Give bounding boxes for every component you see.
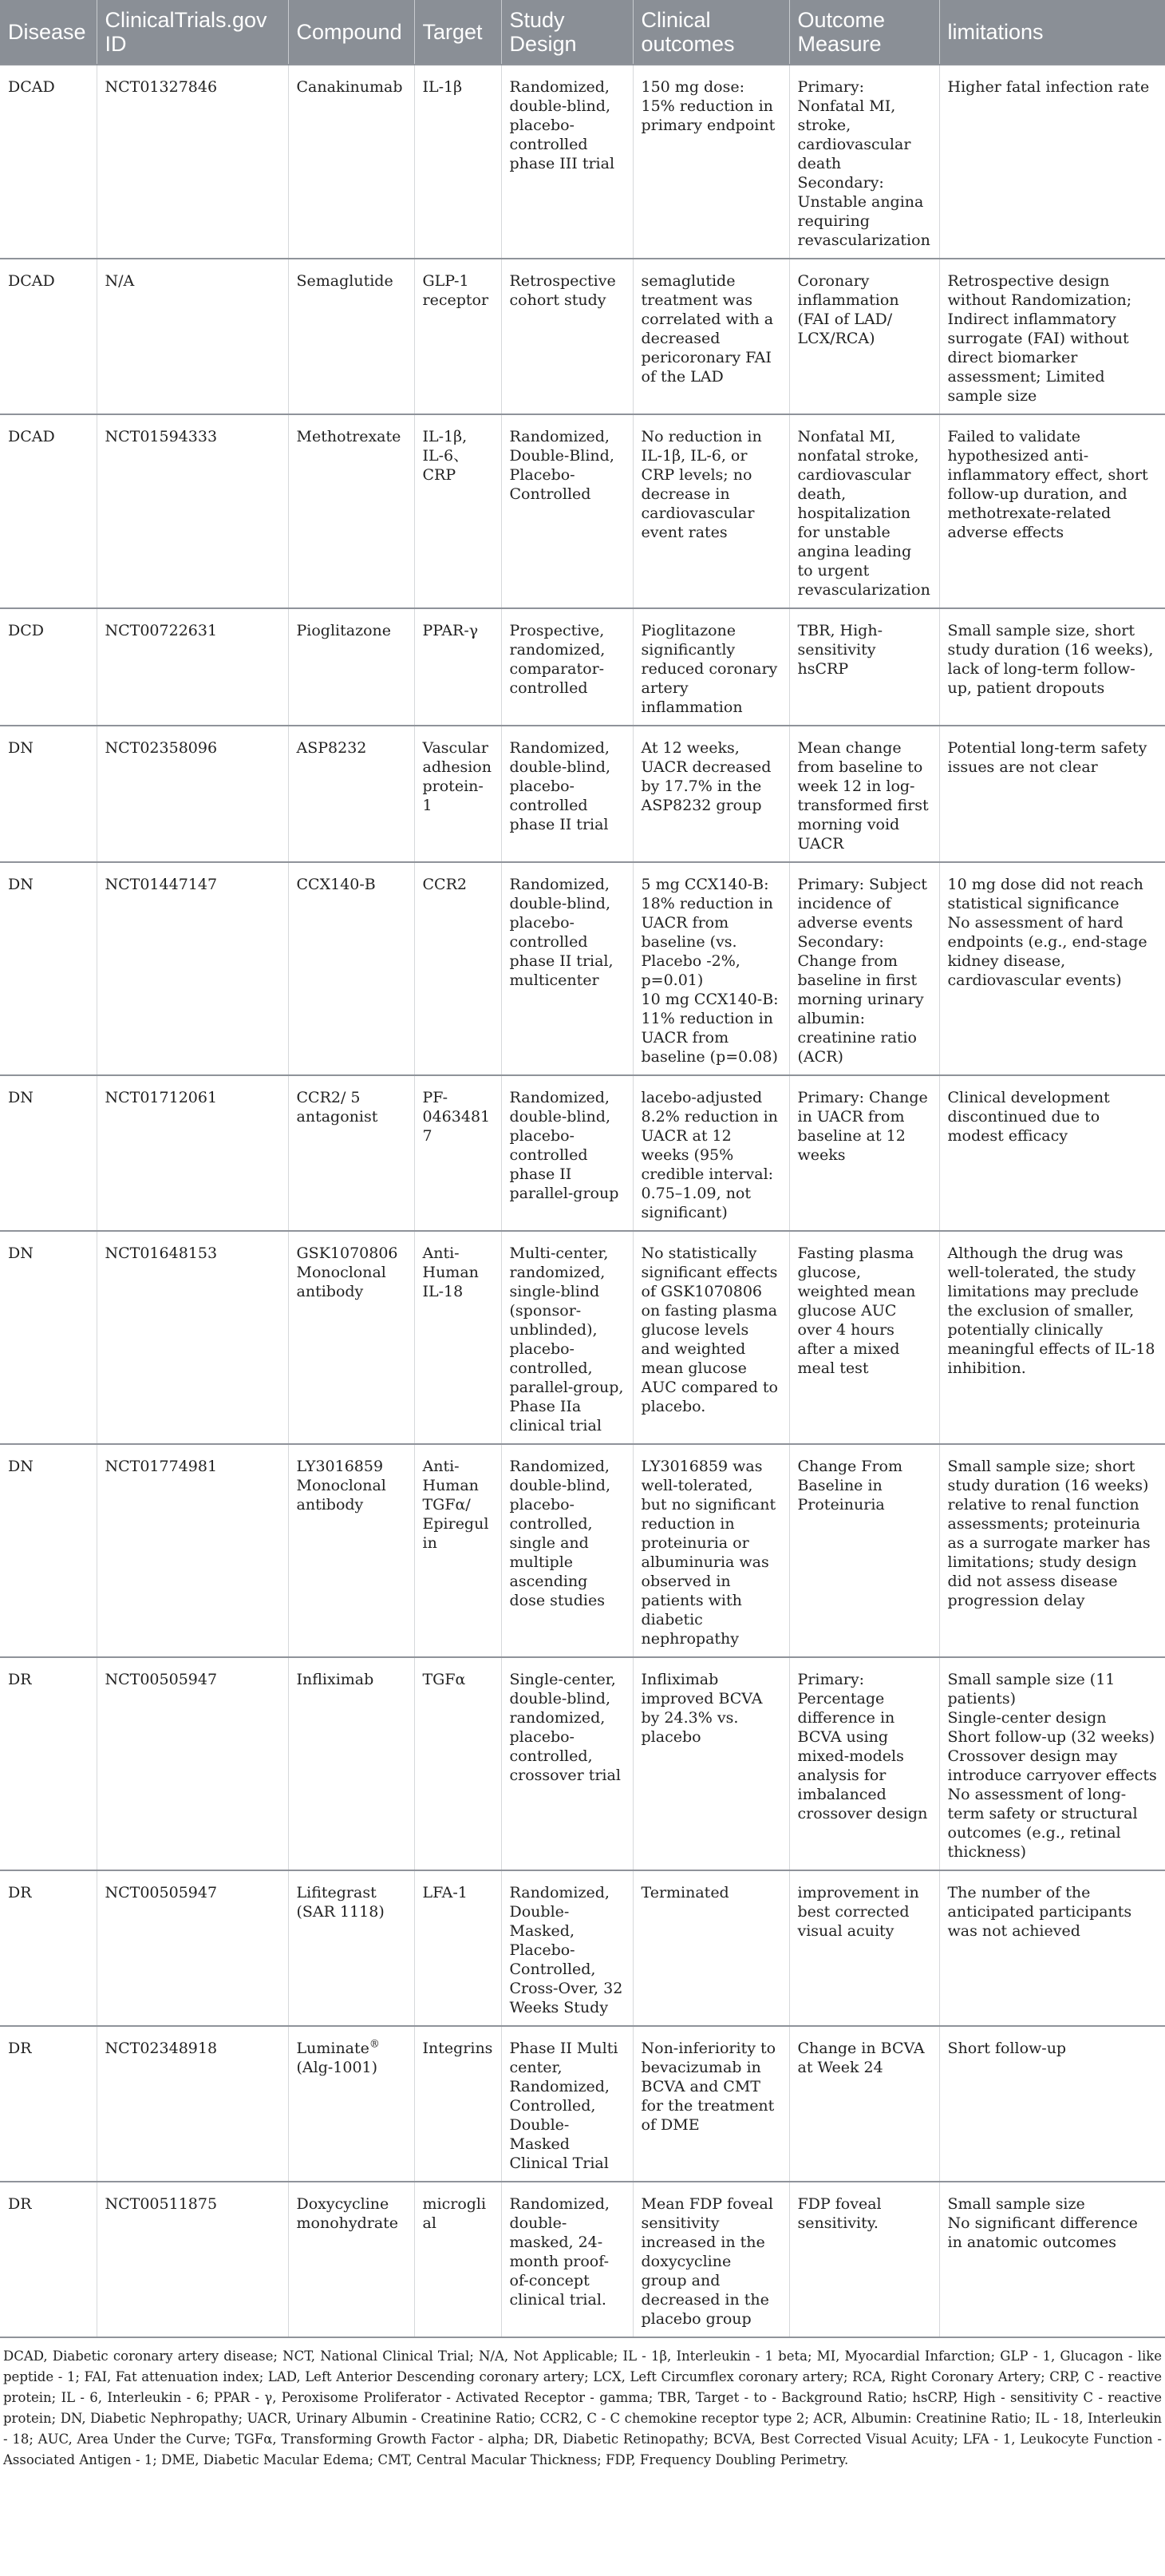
- cell-target: TGFα: [414, 1657, 501, 1870]
- cell-target: microglial: [414, 2182, 501, 2337]
- cell-clinical-outcomes: Pioglitazone significantly reduced coronary artery inflammation: [633, 608, 789, 726]
- table-row: [0, 414, 1165, 608]
- cell-disease: DR: [0, 1870, 97, 2026]
- cell-limitations: Short follow-up: [939, 2026, 1165, 2182]
- cell-clinical-outcomes: At 12 weeks, UACR decreased by 17.7% in the ASP8232 group: [633, 726, 789, 862]
- cell-target: CCR2: [414, 862, 501, 1075]
- table-row: [0, 1075, 1165, 1231]
- cell-limitations: Failed to validate hypothesized anti-inflammatory effect, short follow-up duration, and methotrexate-related adverse effects: [939, 414, 1165, 608]
- cell-study-design: Single-center, double-blind, randomized, placebo-controlled, crossover trial: [501, 1657, 633, 1870]
- cell-limitations-line: No significant difference in anatomic outcomes: [947, 2214, 1138, 2251]
- cell-target: IL-1β: [414, 65, 501, 259]
- cell-target: Integrins: [414, 2026, 501, 2182]
- table-row: [0, 608, 1165, 726]
- cell-disease: DCAD: [0, 65, 97, 259]
- cell-target: PPAR-γ: [414, 608, 501, 726]
- cell-compound: CCX140-B: [288, 862, 414, 1075]
- cell-trial-id: NCT02348918: [97, 2026, 288, 2182]
- cell-trial-id: NCT01648153: [97, 1231, 288, 1444]
- cell-study-design: Randomized, Double-Blind, Placebo-Controlled: [501, 414, 633, 608]
- cell-compound: Pioglitazone: [288, 608, 414, 726]
- cell-limitations: Small sample size; short study duration (16 weeks) relative to renal function assessments; proteinuria as a surrogate marker has limitations; study design did not assess disease progression delay: [939, 1444, 1165, 1657]
- cell-study-design: Randomized, Double-Masked, Placebo-Controlled, Cross-Over, 32 Weeks Study: [501, 1870, 633, 2026]
- cell-outcome-measure: [789, 862, 939, 1075]
- cell-trial-id: NCT01774981: [97, 1444, 288, 1657]
- cell-limitations: [939, 862, 1165, 1075]
- cell-clinical-outcomes: semaglutide treatment was correlated with a decreased pericoronary FAI of the LAD: [633, 259, 789, 414]
- table-row: [0, 862, 1165, 1075]
- cell-limitations: Clinical development discontinued due to modest efficacy: [939, 1075, 1165, 1231]
- cell-outcome-measure: Coronary inflammation (FAI of LAD/ LCX/RCA): [789, 259, 939, 414]
- cell-clinical-outcomes: Terminated: [633, 1870, 789, 2026]
- cell-compound: ASP8232: [288, 726, 414, 862]
- cell-study-design: Randomized, double-blind, placebo-controlled phase II parallel-group: [501, 1075, 633, 1231]
- cell-limitations-line: Short follow-up (32 weeks): [947, 1728, 1155, 1746]
- cell-outcome-measure: Primary: Change in UACR from baseline at 12 weeks: [789, 1075, 939, 1231]
- cell-target: GLP-1 receptor: [414, 259, 501, 414]
- cell-target: LFA-1: [414, 1870, 501, 2026]
- cell-clinical-outcomes: Infliximab improved BCVA by 24.3% vs. placebo: [633, 1657, 789, 1870]
- cell-trial-id: NCT00505947: [97, 1870, 288, 2026]
- cell-compound: CCR2/ 5 antagonist: [288, 1075, 414, 1231]
- cell-compound: Canakinumab: [288, 65, 414, 259]
- cell-outcome-measure: improvement in best corrected visual acuity: [789, 1870, 939, 2026]
- cell-outcome-measure-line: Secondary: Change from baseline in first morning urinary albumin: creatinine ratio (ACR): [797, 933, 924, 1066]
- cell-study-design: Randomized, double-blind, placebo-controlled phase III trial: [501, 65, 633, 259]
- cell-trial-id: NCT01712061: [97, 1075, 288, 1231]
- cell-disease: DR: [0, 2026, 97, 2182]
- cell-target: PF-04634817: [414, 1075, 501, 1231]
- column-header-compound: Compound: [288, 0, 414, 65]
- cell-outcome-measure-line: Primary: Subject incidence of adverse events: [797, 876, 927, 932]
- cell-disease: DN: [0, 1231, 97, 1444]
- cell-trial-id: NCT01447147: [97, 862, 288, 1075]
- table-row: [0, 1870, 1165, 2026]
- cell-outcome-measure: Nonfatal MI, nonfatal stroke, cardiovascular death, hospitalization for unstable angina leading to urgent revascularization: [789, 414, 939, 608]
- cell-clinical-outcomes: [633, 862, 789, 1075]
- cell-clinical-outcomes-line: 5 mg CCX140-B: 18% reduction in UACR from baseline (vs. Placebo -2%, p=0.01): [641, 876, 773, 989]
- cell-disease: DR: [0, 2182, 97, 2337]
- cell-study-design: Randomized, double-blind, placebo-controlled, single and multiple ascending dose studies: [501, 1444, 633, 1657]
- cell-outcome-measure: TBR, High-sensitivity hsCRP: [789, 608, 939, 726]
- cell-limitations: Higher fatal infection rate: [939, 65, 1165, 259]
- column-header-trial-id: ClinicalTrials.gov ID: [97, 0, 288, 65]
- cell-limitations: [939, 2182, 1165, 2337]
- column-header-disease: Disease: [0, 0, 97, 65]
- cell-compound: LY3016859 Monoclonal antibody: [288, 1444, 414, 1657]
- table-row: [0, 2182, 1165, 2337]
- column-header-limitations: limitations: [939, 0, 1165, 65]
- cell-outcome-measure: Mean change from baseline to week 12 in log-transformed first morning void UACR: [789, 726, 939, 862]
- cell-compound: Infliximab: [288, 1657, 414, 1870]
- table-footnote: DCAD, Diabetic coronary artery disease; NCT, National Clinical Trial; N/A, Not Applicable; IL - 1β, Interleukin - 1 beta; MI, Myocardial Infarction; GLP - 1, Glucagon - like peptide - 1; FAI, Fat attenuation index; LAD, Left Anterior Descending coronary artery; LCX, Left Circumflex coronary artery; RCA, Right Coronary Artery; CRP, C - reactive protein; IL - 6, Interleukin - 6; PPAR - γ, Peroxisome Proliferator - Activated Receptor - gamma; TBR, Target - to - Background Ratio; hsCRP, High - sensitivity C - reactive protein; DN, Diabetic Nephropathy; UACR, Urinary Albumin - Creatinine Ratio; CCR2, C - C chemokine receptor type 2; ACR, Albumin: Creatinine Ratio; IL - 18, Interleukin - 18; AUC, Area Under the Curve; TGFα, Transforming Growth Factor - alpha; DR, Diabetic Retinopathy; BCVA, Best Corrected Visual Acuity; LFA - 1, Leukocyte Function - Associated Antigen - 1; DME, Diabetic Macular Edema; CMT, Central Macular Thickness; FDP, Frequency Doubling Perimetry.: [3, 2348, 1162, 2467]
- cell-limitations: Although the drug was well-tolerated, the study limitations may preclude the exclusion of smaller, potentially clinically meaningful effects of IL-18 inhibition.: [939, 1231, 1165, 1444]
- cell-limitations: The number of the anticipated participants was not achieved: [939, 1870, 1165, 2026]
- compound-name: Luminate: [296, 2040, 369, 2057]
- table-row: [0, 1231, 1165, 1444]
- cell-clinical-outcomes: Mean FDP foveal sensitivity increased in the doxycycline group and decreased in the placebo group: [633, 2182, 789, 2337]
- cell-outcome-measure: Primary: Percentage difference in BCVA using mixed-models analysis for imbalanced crossover design: [789, 1657, 939, 1870]
- cell-limitations: Retrospective design without Randomization; Indirect inflammatory surrogate (FAI) without direct biomarker assessment; Limited sample size: [939, 259, 1165, 414]
- cell-limitations: Small sample size, short study duration (16 weeks), lack of long-term follow-up, patient dropouts: [939, 608, 1165, 726]
- cell-trial-id: NCT02358096: [97, 726, 288, 862]
- cell-clinical-outcomes: 150 mg dose: 15% reduction in primary endpoint: [633, 65, 789, 259]
- cell-study-design: Randomized, double-masked, 24-month proof-of-concept clinical trial.: [501, 2182, 633, 2337]
- cell-compound: Lifitegrast (SAR 1118): [288, 1870, 414, 2026]
- cell-clinical-outcomes: lacebo-adjusted 8.2% reduction in UACR at 12 weeks (95% credible interval: 0.75–1.09, not significant): [633, 1075, 789, 1231]
- cell-limitations-line: Small sample size: [947, 2195, 1085, 2213]
- cell-limitations-line: No assessment of long-term safety or structural outcomes (e.g., retinal thickness): [947, 1786, 1138, 1861]
- table-body: [0, 65, 1165, 2337]
- cell-clinical-outcomes: Non-inferiority to bevacizumab in BCVA and CMT for the treatment of DME: [633, 2026, 789, 2182]
- cell-outcome-measure: [789, 65, 939, 259]
- table-row: [0, 1657, 1165, 1870]
- cell-compound: Doxycycline monohydrate: [288, 2182, 414, 2337]
- cell-target: Vascular adhesion protein-1: [414, 726, 501, 862]
- cell-outcome-measure-line: Secondary: Unstable angina requiring revascularization: [797, 174, 930, 249]
- cell-outcome-measure: Change in BCVA at Week 24: [789, 2026, 939, 2182]
- cell-trial-id: N/A: [97, 259, 288, 414]
- cell-trial-id: NCT00505947: [97, 1657, 288, 1870]
- cell-clinical-outcomes-line: 10 mg CCX140-B: 11% reduction in UACR from baseline (p=0.08): [641, 991, 779, 1066]
- cell-target: Anti-Human TGFα/ Epiregulin: [414, 1444, 501, 1657]
- table-row: [0, 259, 1165, 414]
- column-header-target: Target: [414, 0, 501, 65]
- cell-study-design: Phase II Multi center, Randomized, Controlled, Double-Masked Clinical Trial: [501, 2026, 633, 2182]
- cell-trial-id: NCT01327846: [97, 65, 288, 259]
- cell-target: Anti-Human IL-18: [414, 1231, 501, 1444]
- column-header-study-design: Study Design: [501, 0, 633, 65]
- cell-limitations-line: Single-center design: [947, 1709, 1107, 1727]
- cell-outcome-measure: FDP foveal sensitivity.: [789, 2182, 939, 2337]
- cell-study-design: Retrospective cohort study: [501, 259, 633, 414]
- table-header-row: [0, 0, 1165, 65]
- cell-limitations: Potential long-term safety issues are not clear: [939, 726, 1165, 862]
- compound-suffix: (Alg-1001): [296, 2059, 378, 2076]
- cell-disease: DN: [0, 1075, 97, 1231]
- registered-mark: ®: [369, 2038, 380, 2051]
- cell-disease: DCAD: [0, 414, 97, 608]
- cell-study-design: Prospective, randomized, comparator-controlled: [501, 608, 633, 726]
- cell-clinical-outcomes: No reduction in IL-1β, IL-6, or CRP levels; no decrease in cardiovascular event rates: [633, 414, 789, 608]
- cell-disease: DN: [0, 726, 97, 862]
- cell-study-design: Randomized, double-blind, placebo-controlled phase II trial: [501, 726, 633, 862]
- cell-clinical-outcomes: No statistically significant effects of GSK1070806 on fasting plasma glucose levels and weighted mean glucose AUC compared to placebo.: [633, 1231, 789, 1444]
- column-header-clinical-outcomes: Clinical outcomes: [633, 0, 789, 65]
- cell-disease: DCAD: [0, 259, 97, 414]
- cell-outcome-measure-line: Primary: Nonfatal MI, stroke, cardiovascular death: [797, 78, 911, 172]
- cell-disease: DN: [0, 862, 97, 1075]
- table-row: [0, 2026, 1165, 2182]
- cell-compound: Methotrexate: [288, 414, 414, 608]
- cell-disease: DN: [0, 1444, 97, 1657]
- cell-disease: DR: [0, 1657, 97, 1870]
- cell-limitations-line: No assessment of hard endpoints (e.g., end-stage kidney disease, cardiovascular events): [947, 914, 1147, 989]
- cell-disease: DCD: [0, 608, 97, 726]
- cell-trial-id: NCT01594333: [97, 414, 288, 608]
- cell-compound: GSK1070806 Monoclonal antibody: [288, 1231, 414, 1444]
- cell-trial-id: NCT00722631: [97, 608, 288, 726]
- cell-clinical-outcomes: LY3016859 was well-tolerated, but no significant reduction in proteinuria or albuminuria was observed in patients with diabetic nephropathy: [633, 1444, 789, 1657]
- table-row: [0, 726, 1165, 862]
- cell-trial-id: NCT00511875: [97, 2182, 288, 2337]
- cell-limitations-line: Crossover design may introduce carryover effects: [947, 1747, 1157, 1784]
- table-row: [0, 65, 1165, 259]
- cell-compound: Semaglutide: [288, 259, 414, 414]
- cell-study-design: Randomized, double-blind, placebo-controlled phase II trial, multicenter: [501, 862, 633, 1075]
- cell-study-design: Multi-center, randomized, single-blind (sponsor-unblinded), placebo-controlled, parallel-group, Phase IIa clinical trial: [501, 1231, 633, 1444]
- cell-compound: [288, 2026, 414, 2182]
- cell-outcome-measure: Change From Baseline in Proteinuria: [789, 1444, 939, 1657]
- cell-limitations-line: 10 mg dose did not reach statistical significance: [947, 876, 1143, 912]
- cell-target: IL-1β, IL-6、CRP: [414, 414, 501, 608]
- cell-outcome-measure: Fasting plasma glucose, weighted mean glucose AUC over 4 hours after a mixed meal test: [789, 1231, 939, 1444]
- cell-limitations: [939, 1657, 1165, 1870]
- cell-limitations-line: Small sample size (11 patients): [947, 1671, 1116, 1707]
- table-row: [0, 1444, 1165, 1657]
- column-header-outcome-measure: Outcome Measure: [789, 0, 939, 65]
